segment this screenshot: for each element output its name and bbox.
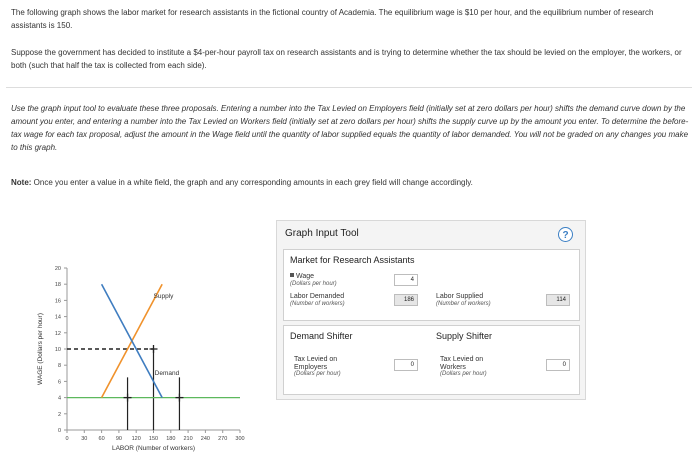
y-tick-label: 6: [57, 379, 61, 386]
x-tick-label: 30: [81, 436, 88, 442]
y-tick-label: 20: [54, 266, 61, 272]
y-tick-label: 4: [57, 395, 61, 402]
x-tick-label: 0: [65, 436, 69, 442]
y-tick-label: 18: [54, 282, 61, 289]
market-title: Market for Research Assistants: [290, 255, 415, 265]
tax-employers-label-group: [294, 356, 341, 379]
note-paragraph: [11, 176, 473, 189]
shifter-panel: [283, 325, 580, 395]
x-tick-label: 150: [148, 436, 159, 442]
tax-workers-label-group: [440, 356, 487, 379]
tool-title: Graph Input Tool: [285, 228, 359, 239]
demand-shifter-title: Demand Shifter: [290, 331, 353, 341]
x-tick-label: 270: [218, 436, 228, 442]
tax-workers-units: (Dollars per hour): [440, 371, 487, 377]
wage-label-group: [290, 273, 337, 288]
graph-input-tool: [276, 220, 586, 400]
note-label: Note:: [11, 178, 32, 187]
labor-market-graph[interactable]: [0, 228, 270, 453]
labor-supplied-label-group: [436, 293, 491, 308]
labor-demanded-value: 186: [394, 294, 418, 306]
y-tick-label: 14: [54, 314, 61, 321]
intro-paragraph-3: Use the graph input tool to evaluate these three proposals. Entering a number into the Tax Levied on Employers field (initially set at zero dollars per hour) shifts the demand curve down by the amount you enter, and entering a number into the Tax Levied on Workers field (initially set at zero dollars per hour) shifts the supply curve up by the amount you enter. To determine the before-tax wage for each tax proposal, adjust the amount in the Wage field until the quantity of labor supplied equals the quantity of labor demanded. You will not be graded on any changes you make to this graph.: [11, 104, 689, 152]
note-text: Once you enter a value in a white field, the graph and any corresponding amounts in each grey field will change accordingly.: [31, 178, 473, 187]
labor-supplied-value: 114: [546, 294, 570, 306]
wage-label: Wage: [296, 273, 315, 280]
tax-workers-input[interactable]: 0: [546, 359, 570, 371]
labor-market-chart[interactable]: [0, 228, 270, 453]
wage-marker-icon: [290, 273, 294, 277]
labor-demanded-label: Labor Demanded: [290, 293, 345, 300]
tax-workers-label-2: Workers: [440, 363, 466, 371]
wage-input[interactable]: 4: [394, 274, 418, 286]
labor-supplied-label: Labor Supplied: [436, 293, 484, 300]
market-panel: [283, 249, 580, 321]
labor-supplied-units: (Number of workers): [436, 300, 491, 307]
help-question-icon[interactable]: ?: [558, 227, 573, 242]
y-axis-label: WAGE (Dollars per hour): [37, 313, 44, 385]
x-axis-label: LABOR (Number of workers): [111, 445, 196, 452]
x-tick-label: 300: [235, 436, 245, 442]
x-tick-label: 210: [183, 436, 193, 442]
supply-shifter-title: Supply Shifter: [436, 331, 493, 341]
supply-curve-label: Supply: [153, 292, 174, 300]
y-tick-label: 10: [54, 347, 61, 353]
tax-employers-label-2: Employers: [294, 363, 328, 371]
intro-paragraph-2: Suppose the government has decided to institute a $4-per-hour payroll tax on research assistants and is trying to determine whether the tax should be levied on the employer, the workers, or both (such that half the tax is collected from each side).: [11, 48, 682, 70]
x-tick-label: 60: [98, 436, 105, 442]
tax-workers-label-1: Tax Levied on: [440, 356, 484, 363]
y-tick-label: 8: [57, 363, 61, 370]
x-tick-label: 240: [200, 436, 210, 442]
y-tick-label: 0: [57, 428, 61, 434]
x-tick-label: 120: [131, 436, 141, 442]
wage-units: (Dollars per hour): [290, 280, 337, 287]
y-tick-label: 12: [54, 330, 61, 337]
y-tick-label: 2: [57, 411, 61, 418]
tax-employers-input[interactable]: 0: [394, 359, 418, 371]
divider: [6, 87, 692, 88]
tax-employers-label-1: Tax Levied on: [294, 356, 338, 363]
labor-demanded-label-group: [290, 293, 345, 308]
x-tick-label: 90: [115, 436, 122, 442]
demand-curve-label: Demand: [154, 369, 180, 377]
labor-demanded-units: (Number of workers): [290, 300, 345, 307]
y-tick-label: 16: [54, 298, 61, 305]
x-tick-label: 180: [166, 436, 176, 442]
intro-paragraph-1: The following graph shows the labor market for research assistants in the fictional country of Academia. The equilibrium wage is $10 per hour, and the equilibrium number of research assistants is 150.: [11, 8, 654, 30]
tax-employers-units: (Dollars per hour): [294, 371, 341, 377]
